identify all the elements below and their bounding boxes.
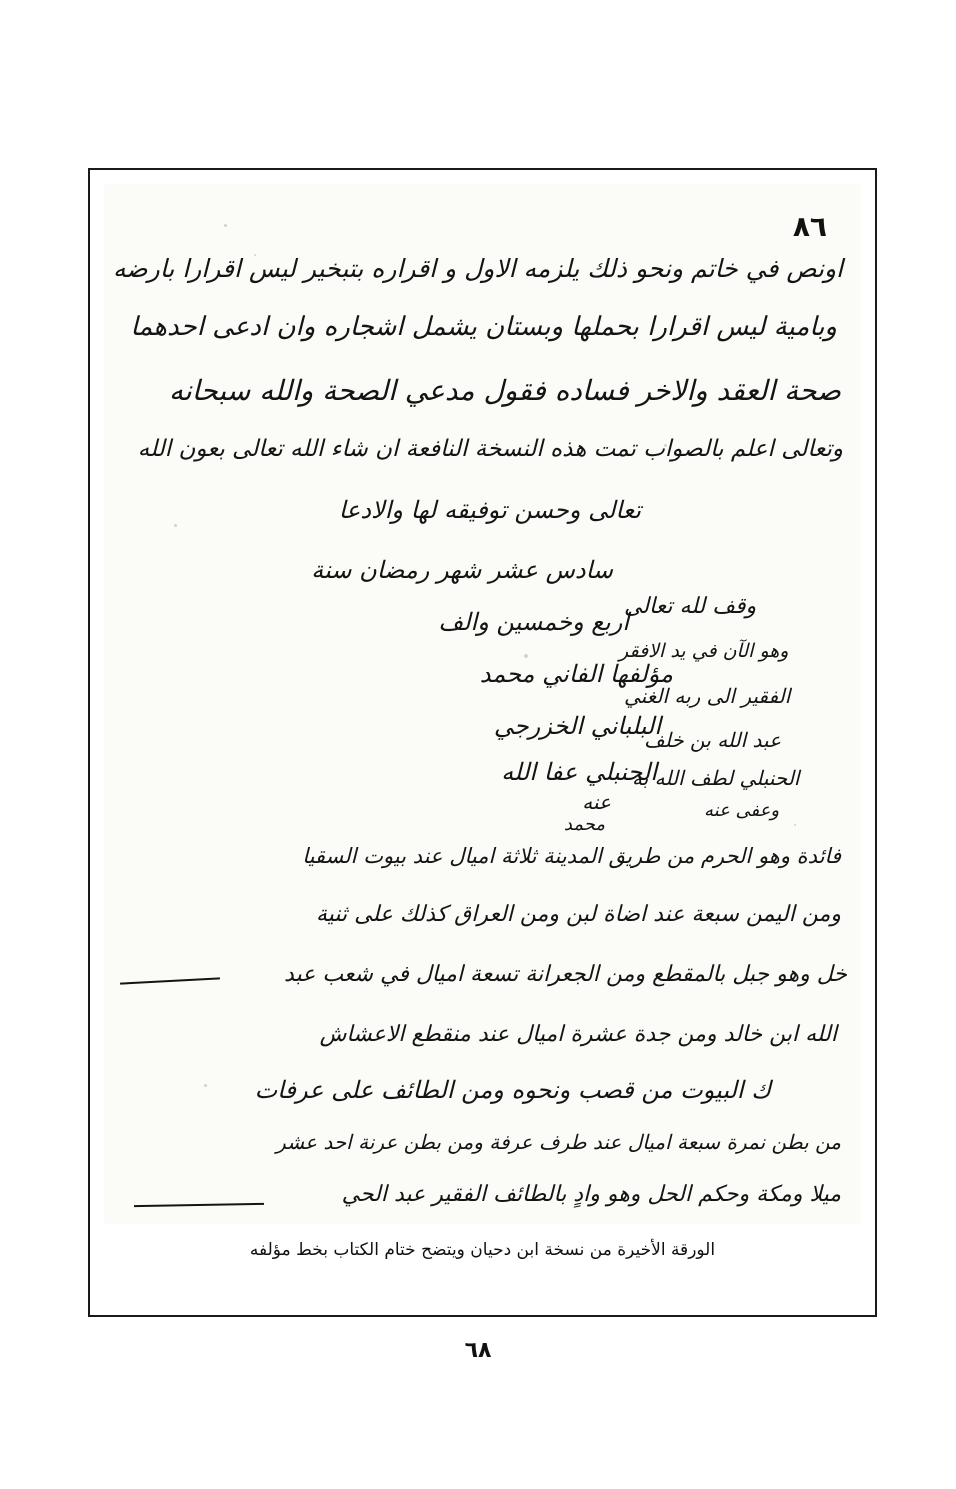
footnote-line: ميلا ومكة وحكم الحل وهو وادٍ بالطائف الفقير عبد الحي (341, 1182, 841, 1207)
waqf-note-line: وهو الآن في يد الافقر (619, 640, 789, 662)
manuscript-line: اونص في خاتم ونحو ذلك يلزمه الاول و اقراره بتبخير ليس اقرارا بارضه (113, 254, 843, 283)
waqf-note-line: وعفى عنه (704, 800, 780, 821)
figure-caption: الورقة الأخيرة من نسخة ابن دحيان ويتضح ختام الكتاب بخط مؤلفه (249, 1240, 716, 1260)
scan-speckle (204, 1084, 207, 1087)
ink-underline (134, 1203, 264, 1207)
footnote-line: فائدة وهو الحرم من طريق المدينة ثلاثة اميال عند بيوت السقيا (302, 844, 841, 868)
footnote-line: خل وهو جبل بالمقطع ومن الجعرانة تسعة اميال في شعب عبد (284, 962, 847, 987)
footnote-line: من بطن نمرة سبعة اميال عند طرف عرفة ومن بطن عرنة احد عشر (276, 1130, 841, 1154)
colophon-line: عنه (582, 790, 611, 814)
footnote-line: ك البيوت من قصب ونحوه ومن الطائف على عرفات (254, 1076, 771, 1104)
manuscript-line: وبامية ليس اقرارا بحملها وبستان يشمل اشجاره وان ادعى احدهما (130, 312, 837, 342)
waqf-note-line: عبد الله بن خلف (644, 728, 782, 752)
colophon-line: البلباني الخزرجي (493, 712, 661, 740)
colophon-line: الحنبلي عفا الله (501, 758, 657, 786)
colophon-line: مؤلفها الفاني محمد (479, 660, 673, 688)
waqf-note-line: وقف لله تعالى (624, 594, 757, 619)
scan-speckle (174, 524, 177, 527)
manuscript-line: تعالى وحسن توفيقه لها والادعا (338, 496, 641, 524)
manuscript-folio-number: ٨٦ (792, 210, 827, 243)
manuscript-image (104, 184, 861, 1224)
footnote-line: ومن اليمن سبعة عند اضاة لبن ومن العراق كذلك على ثنية (315, 902, 841, 927)
ink-underline (120, 977, 220, 984)
waqf-note-line: الحنبلي لطف الله به (632, 766, 800, 790)
manuscript-line: صحة العقد والاخر فساده فقول مدعي الصحة والله سبحانه (168, 374, 841, 407)
waqf-note-line: الفقير الى ربه الغني (624, 684, 791, 708)
scan-speckle (224, 224, 227, 227)
colophon-line: اربع وخمسين والف (438, 608, 629, 636)
colophon-line: سادس عشر شهر رمضان سنة (311, 556, 613, 584)
colophon-line: محمد (563, 814, 605, 835)
scan-speckle (524, 654, 528, 658)
page-frame (88, 168, 877, 1317)
page-number: ٦٨ (464, 1338, 492, 1363)
manuscript-line: وتعالى اعلم بالصواب تمت هذه النسخة النافعة ان شاء الله تعالى بعون الله (137, 436, 843, 462)
scan-speckle (794, 824, 796, 826)
footnote-line: الله ابن خالد ومن جدة عشرة اميال عند منقطع الاعشاش (319, 1022, 837, 1047)
